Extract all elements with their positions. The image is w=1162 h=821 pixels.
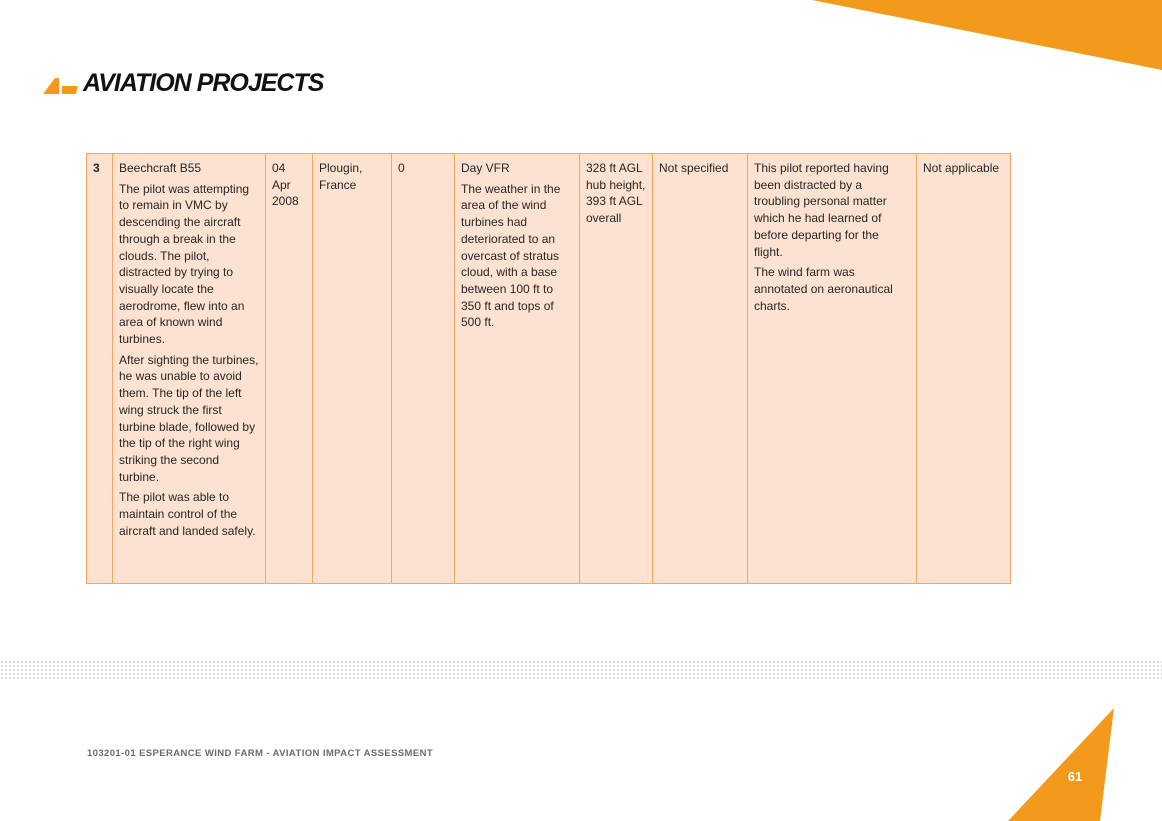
footer-corner-accent — [1000, 700, 1162, 821]
conditions-title: Day VFR — [461, 161, 510, 175]
logo-mark-icon — [43, 70, 79, 96]
incident-factors-cell — [748, 154, 917, 584]
table-row — [87, 154, 1011, 584]
conditions-detail: The weather in the area of the wind turbines had deteriorated to an overcast of stratus cloud, with a base between 100 ft to 350 ft and tops of 500 ft. — [461, 181, 561, 330]
incident-col7: Not specified — [653, 154, 748, 584]
factor-paragraph: The wind farm was annotated on aeronautical charts. — [754, 265, 893, 313]
incident-number: 3 — [87, 154, 113, 584]
brand-logo — [43, 68, 323, 98]
dotted-divider — [0, 660, 1162, 680]
incident-conditions-cell — [455, 154, 580, 584]
incident-fatalities: 0 — [392, 154, 455, 584]
page-number: 61 — [1067, 769, 1083, 784]
incident-description-cell — [113, 154, 266, 584]
incident-location: Plougin, France — [313, 154, 392, 584]
footer-document-title: 103201-01 ESPERANCE WIND FARM - AVIATION IMPACT ASSESSMENT — [87, 748, 434, 759]
aircraft-type: Beechcraft B55 — [119, 161, 202, 175]
incident-col9: Not applicable — [917, 154, 1011, 584]
incident-table — [86, 153, 1011, 584]
description-paragraph: The pilot was able to maintain control of the aircraft and landed safely. — [119, 490, 256, 538]
incident-date: 04 Apr 2008 — [266, 154, 313, 584]
description-paragraph: The pilot was attempting to remain in VMC by descending the aircraft through a break in the clouds. The pilot, distracted by trying to visually locate the aerodrome, flew into an area of known wind turbines. — [119, 181, 250, 347]
brand-name: AVIATION PROJECTS — [83, 68, 324, 97]
factor-paragraph: This pilot reported having been distracted by a troubling personal matter which he had learned of before departing for the flight. — [754, 161, 889, 259]
turbine-height: 328 ft AGL hub height, 393 ft AGL overall — [580, 154, 653, 584]
description-paragraph: After sighting the turbines, he was unable to avoid them. The tip of the left wing struck the first turbine blade, followed by the tip of the right wing striking the second turbine. — [119, 352, 259, 484]
